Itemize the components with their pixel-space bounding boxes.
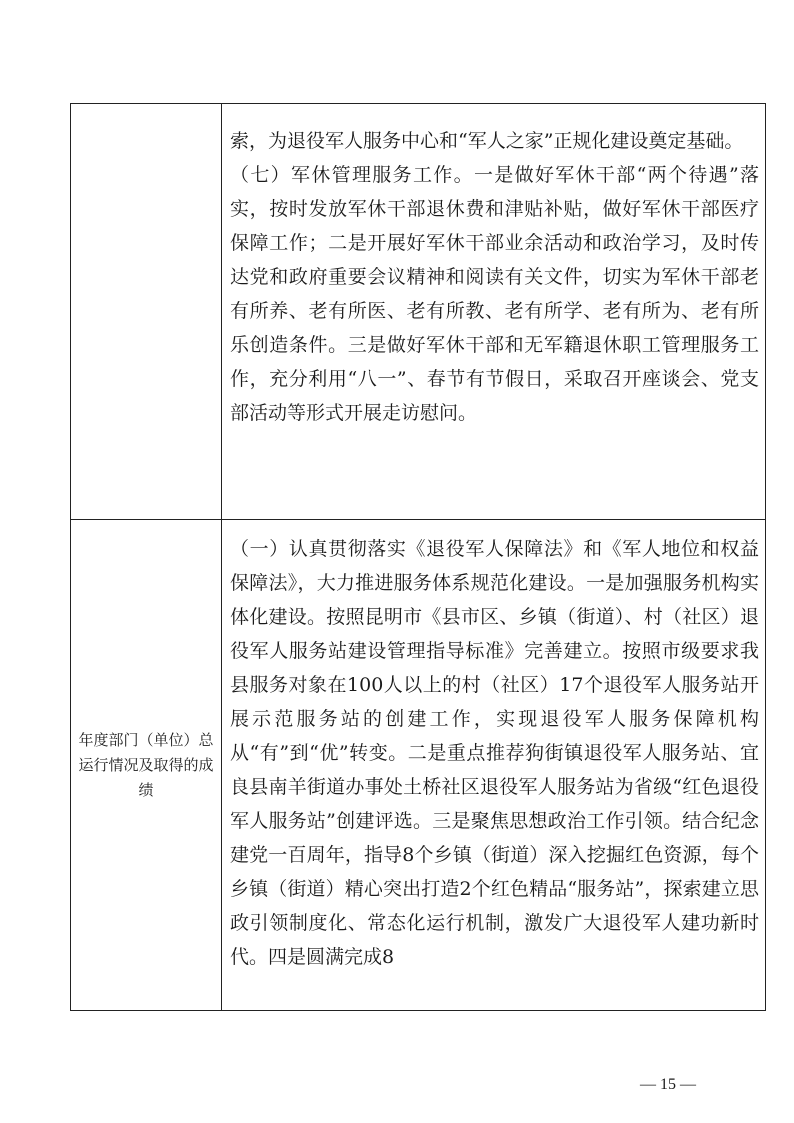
content-table xyxy=(70,103,766,1011)
row-label-cell xyxy=(71,104,222,520)
table-row xyxy=(71,104,766,520)
row-content-cell xyxy=(222,104,766,520)
row-label-cell xyxy=(71,520,222,1011)
row-content-cell xyxy=(222,520,766,1011)
row-label: 年度部门（单位）总运行情况及取得的成绩 xyxy=(78,730,214,799)
paragraph: 索，为退役军人服务中心和“军人之家”正规化建设奠定基础。 xyxy=(230,130,744,152)
paragraph: （一）认真贯彻落实《退役军人保障法》和《军人地位和权益保障法》，大力推进服务体系规范化建设。一是加强服务机构实体化建设。按照昆明市《县市区、乡镇（街道）、村（社区）退役军人服务站建设管理指导标准》完善建立。按照市级要求我县服务对象在100人以上的村（社区）17个退役军人服务站开展示范服务站的创建工作，实现退役军人服务保障机构从“有”到“优”转变。二是重点推荐狗街镇退役军人服务站、宜良县南羊街道办事处土桥社区退役军人服务站为省级“红色退役军人服务站”创建评选。三是聚焦思想政治工作引领。结合纪念建党一百周年，指导8个乡镇（街道）深入挖掘红色资源，每个乡镇（街道）精心突出打造2个红色精品“服务站”，探索建立思政引领制度化、常态化运行机制，激发广大退役军人建功新时代。四是圆满完成8 xyxy=(230,538,759,968)
page-number: — 15 — xyxy=(640,1076,696,1093)
table-row xyxy=(71,520,766,1011)
paragraph: （七）军休管理服务工作。一是做好军休干部“两个待遇”落实，按时发放军休干部退休费和津贴补贴，做好军休干部医疗保障工作；二是开展好军休干部业余活动和政治学习，及时传达党和政府重要会议精神和阅读有关文件，切实为军休干部老有所养、老有所医、老有所教、老有所学、老有所为、老有所乐创造条件。三是做好军休干部和无军籍退休职工管理服务工作，充分利用“八一”、春节有节假日，采取召开座谈会、党支部活动等形式开展走访慰问。 xyxy=(230,164,759,424)
